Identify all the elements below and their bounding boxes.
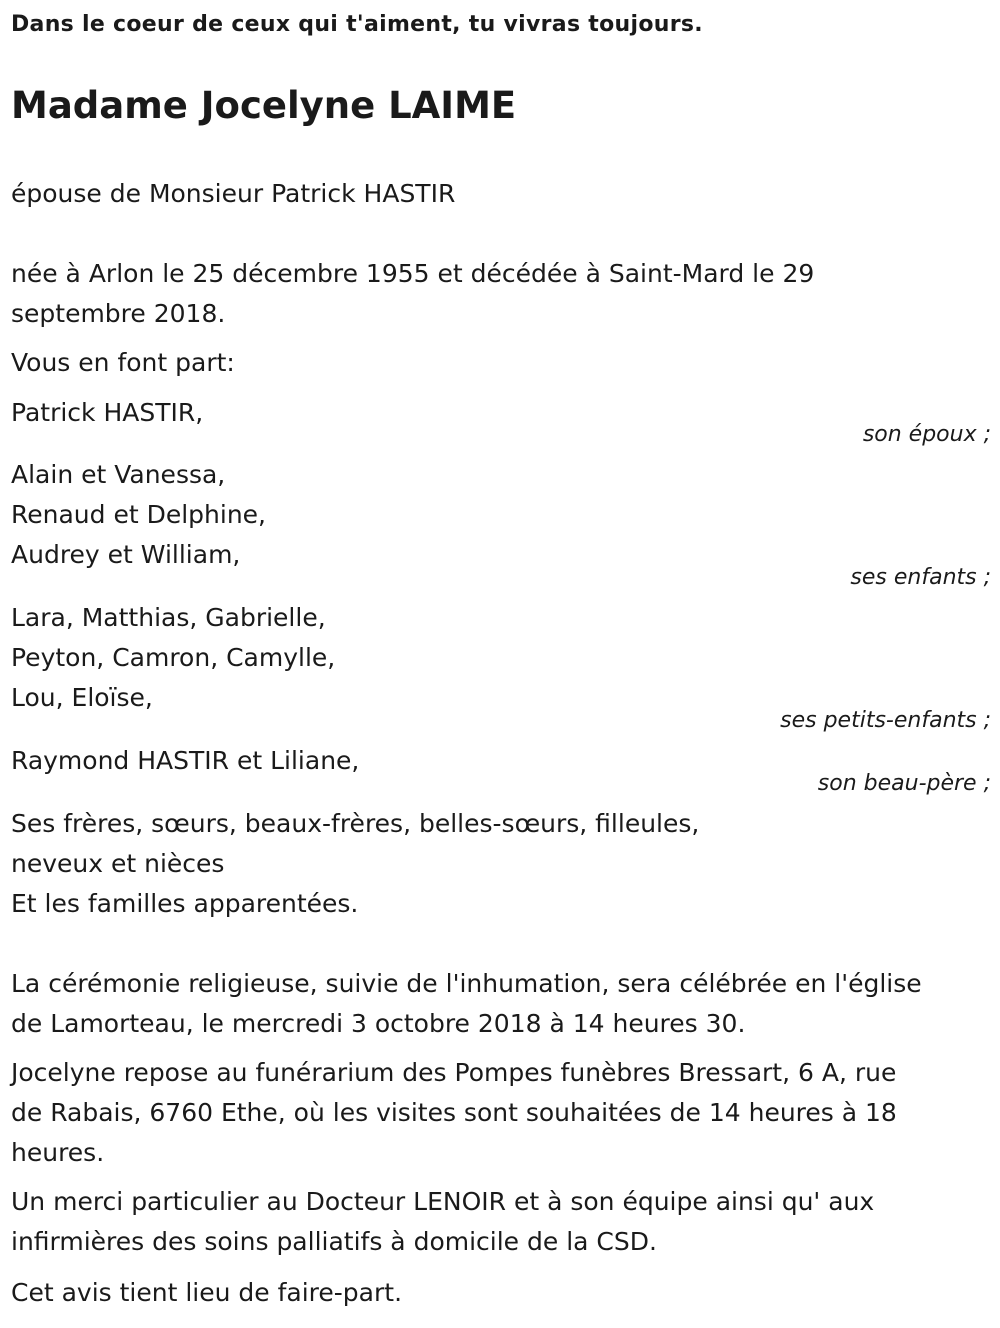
family-member: Audrey et William, [11,540,241,569]
ceremony-line: de Lamorteau, le mercredi 3 octobre 2018 à 14 heures 30. [11,1009,746,1038]
visit-line: de Rabais, 6760 Ethe, où les visites sont souhaitées de 14 heures à 18 [11,1098,897,1127]
family-member: Patrick HASTIR, [11,398,204,427]
birth-line-1: née à Arlon le 25 décembre 1955 et décédée à Saint-Mard le 29 [11,259,815,288]
spouse-line: épouse de Monsieur Patrick HASTIR [11,179,456,208]
family-member: Lou, Eloïse, [11,683,153,712]
ceremony-line: La cérémonie religieuse, suivie de l'inhumation, sera célébrée en l'église [11,969,922,998]
family-member: Alain et Vanessa, [11,460,226,489]
announce-line: Vous en font part: [11,348,235,377]
family-member: Raymond HASTIR et Liliane, [11,746,360,775]
deceased-name: Madame Jocelyne LAIME [11,84,517,127]
relatives-line: Et les familles apparentées. [11,889,359,918]
relatives-line: Ses frères, sœurs, beaux-frères, belles-sœurs, filleules, [11,809,700,838]
family-role: son beau-père ; [817,771,991,796]
visit-line: Jocelyne repose au funérarium des Pompes funèbres Bressart, 6 A, rue [11,1058,897,1087]
family-role: ses enfants ; [850,565,991,590]
motto: Dans le coeur de ceux qui t'aiment, tu vivras toujours. [11,12,703,37]
visit-line: heures. [11,1138,105,1167]
family-member: Renaud et Delphine, [11,500,266,529]
thanks-line: Un merci particulier au Docteur LENOIR et à son équipe ainsi qu' aux [11,1187,875,1216]
family-member: Lara, Matthias, Gabrielle, [11,603,326,632]
family-role: son époux ; [862,422,991,447]
relatives-line: neveux et nièces [11,849,225,878]
closing-line: Cet avis tient lieu de faire-part. [11,1278,403,1307]
thanks-line: infirmières des soins palliatifs à domicile de la CSD. [11,1227,657,1256]
family-role: ses petits-enfants ; [780,708,991,733]
birth-line-2: septembre 2018. [11,299,226,328]
family-member: Peyton, Camron, Camylle, [11,643,336,672]
